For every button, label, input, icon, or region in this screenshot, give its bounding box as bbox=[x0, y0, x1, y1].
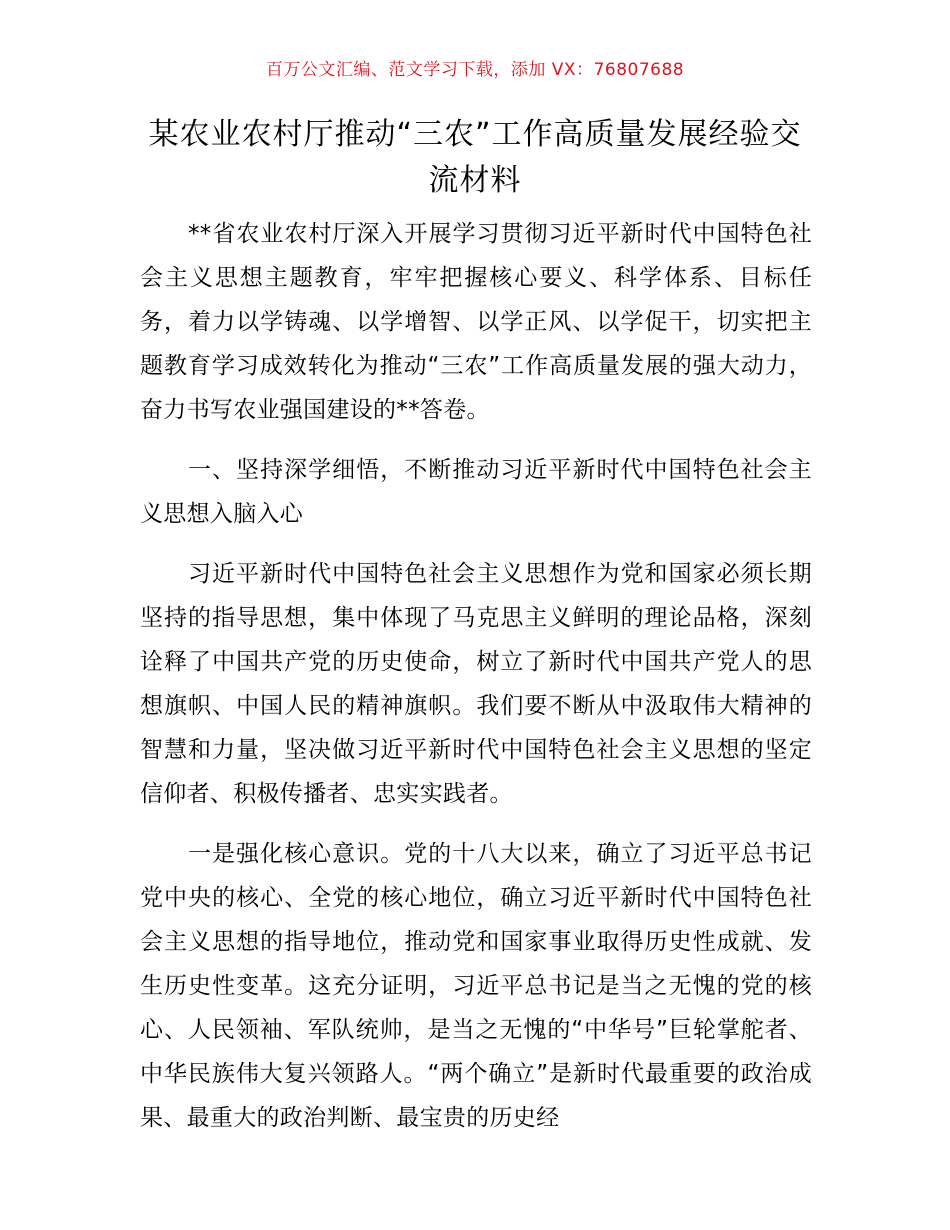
body-paragraph: 习近平新时代中国特色社会主义思想作为党和国家必须长期坚持的指导思想，集中体现了马克思主义鲜明的理论品格，深刻诠释了中国共产党的历史使命，树立了新时代中国共产党人的思想旗帜、中国人民的精神旗帜。我们要不断从中汲取伟大精神的智慧和力量，坚决做习近平新时代中国特色社会主义思想的坚定信仰者、积极传播者、忠实实践者。 bbox=[140, 561, 812, 807]
promo-banner: 百万公文汇编、范文学习下载，添加 VX：76807688 bbox=[265, 60, 685, 80]
section-heading-1: 一、坚持深学细悟，不断推动习近平新时代中国特色社会主义思想入脑入心 bbox=[140, 457, 812, 527]
document-body bbox=[140, 212, 812, 1156]
intro-paragraph: **省农业农村厅深入开展学习贯彻习近平新时代中国特色社会主义思想主题教育，牢牢把握核心要义、科学体系、目标任务，着力以学铸魂、以学增智、以学正风、以学促干，切实把主题教育学习成效转化为推动“三农”工作高质量发展的强大动力，奋力书写农业强国建设的**答卷。 bbox=[140, 221, 812, 423]
document-title: 某农业农村厅推动“三农”工作高质量发展经验交流材料 bbox=[148, 117, 802, 198]
body-paragraph: 一是强化核心意识。党的十八大以来，确立了习近平总书记党中央的核心、全党的核心地位，确立习近平新时代中国特色社会主义思想的指导地位，推动党和国家事业取得历史性成就、发生历史性变革。这充分证明，习近平总书记是当之无愧的党的核心、人民领袖、军队统帅，是当之无愧的“中华号”巨轮掌舵者、中华民族伟大复兴领路人。“两个确立”是新时代最重要的政治成果、最重大的政治判断、最宝贵的历史经 bbox=[140, 841, 812, 1131]
